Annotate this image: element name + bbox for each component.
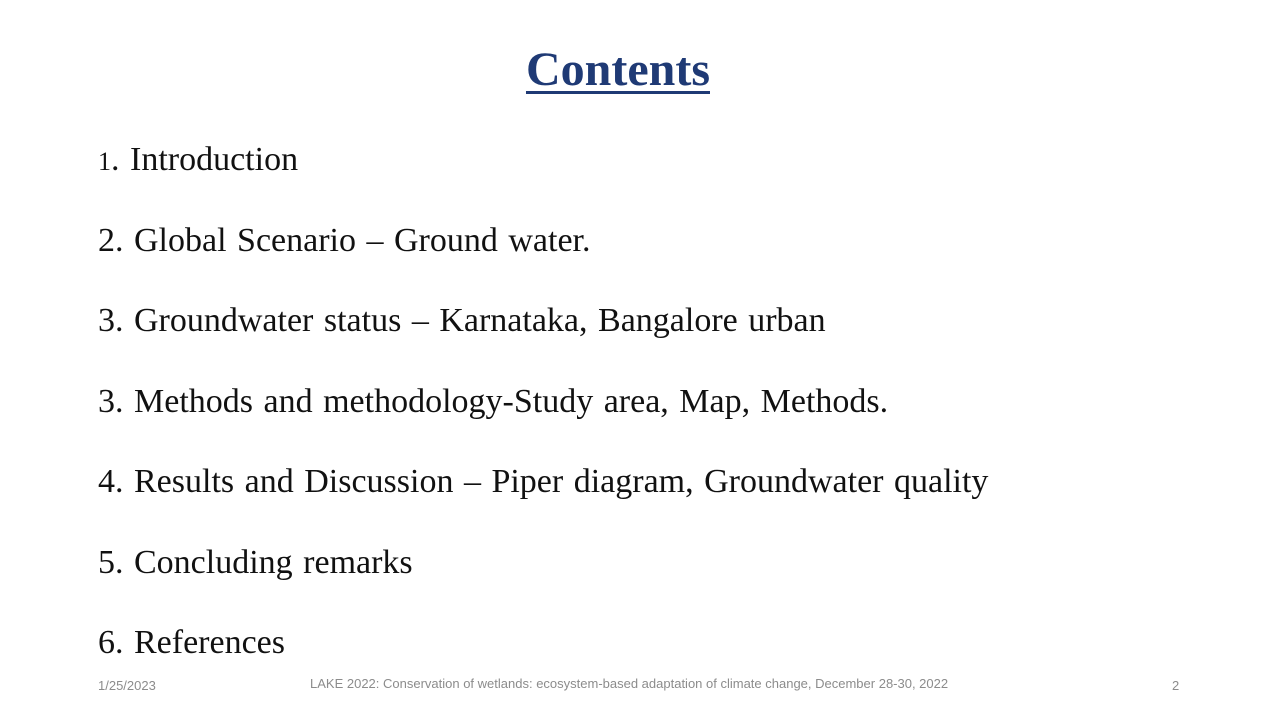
list-item: [98, 138, 988, 219]
item-text: Results and Discussion – Piper diagram, Groundwater quality: [123, 463, 989, 500]
item-number: 1: [98, 147, 111, 176]
item-text: Groundwater status – Karnataka, Bangalore urban: [123, 302, 826, 339]
footer-date: 1/25/2023: [98, 678, 156, 693]
item-number: 6.: [98, 624, 124, 661]
item-number: 5.: [98, 543, 124, 581]
list-item: [98, 299, 988, 380]
slide-title-text: Contents: [525, 43, 710, 96]
list-item: [98, 380, 988, 461]
footer-page-number: 2: [1172, 678, 1180, 693]
item-text: . Introduction: [111, 141, 299, 178]
slide-title: [0, 40, 1236, 100]
item-number: 3.: [98, 302, 124, 339]
contents-list: [98, 138, 988, 702]
item-text: References: [123, 624, 286, 661]
footer-event-text: LAKE 2022: Conservation of wetlands: ecosystem-based adaptation of climate change, December 28-30, 2022: [310, 676, 949, 691]
item-text: Methods and methodology-Study area, Map, Methods.: [123, 382, 889, 420]
item-number: 4.: [98, 463, 124, 500]
item-number: 2.: [98, 221, 124, 259]
list-item: [98, 219, 988, 300]
item-number: 3.: [98, 382, 124, 420]
item-text: Global Scenario – Ground water.: [123, 221, 591, 259]
list-item: [98, 460, 988, 541]
list-item: [98, 541, 988, 622]
item-text: Concluding remarks: [123, 543, 413, 581]
